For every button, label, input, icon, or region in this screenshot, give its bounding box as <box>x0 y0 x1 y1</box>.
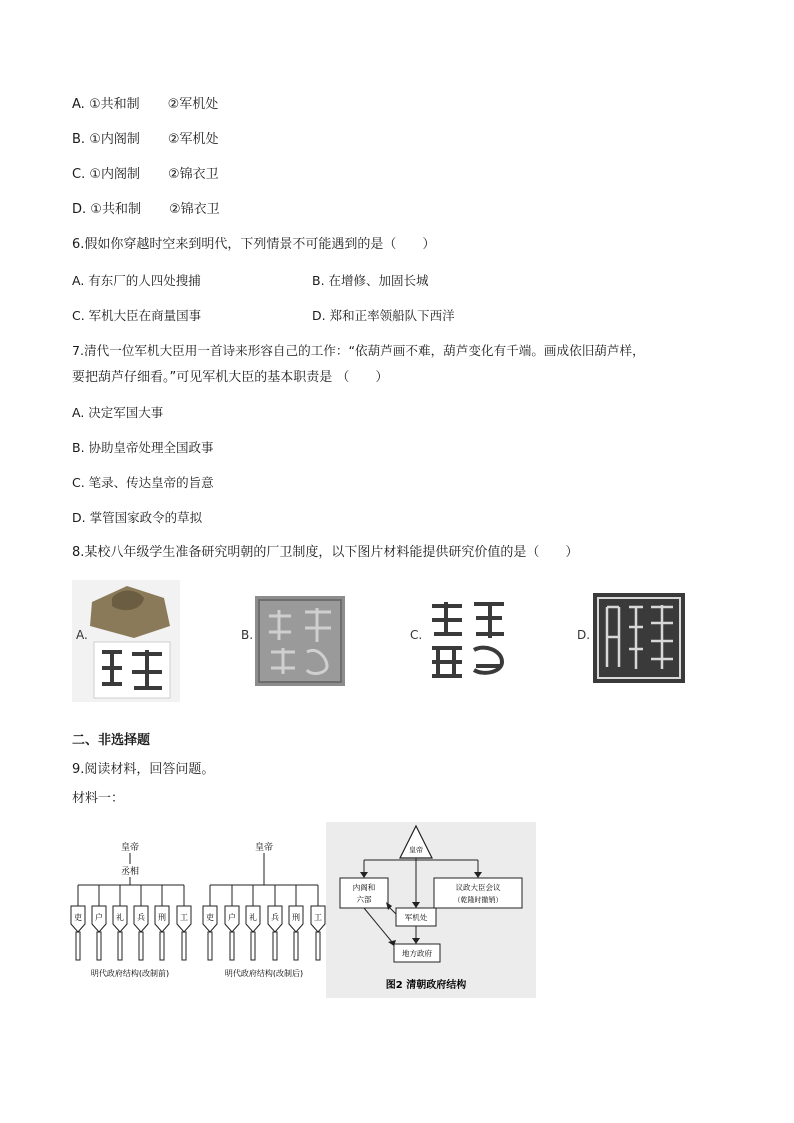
seal-label-c: C. <box>410 628 423 642</box>
svg-text:刑: 刑 <box>292 913 300 922</box>
diagram-qing <box>326 822 536 998</box>
svg-text:六部: 六部 <box>356 895 372 904</box>
fig2-post-2 <box>246 885 260 960</box>
svg-text:户: 户 <box>228 913 236 922</box>
section-title: 二、非选择题 <box>72 733 151 748</box>
q5-option-d: D. ①共和制 ②锦衣卫 <box>72 202 220 217</box>
fig2-post-3 <box>268 885 282 960</box>
svg-text:军机处: 军机处 <box>404 913 428 922</box>
svg-text:户: 户 <box>95 913 103 922</box>
q6-option-c: C. 军机大臣在商量国事 <box>72 308 202 323</box>
q8-stem: 8.某校八年级学生准备研究明朝的厂卫制度，以下图片材料能提供研究价值的是（ ） <box>72 545 579 560</box>
diagram-ming-after <box>200 838 328 986</box>
svg-text:兵: 兵 <box>137 913 145 922</box>
fig1-post-4 <box>155 885 169 960</box>
q9-material-label: 材料一： <box>72 791 125 806</box>
fig2-post-0 <box>203 885 217 960</box>
fig2-post-4 <box>289 885 303 960</box>
q9-stem: 9.阅读材料，回答问题。 <box>72 762 215 777</box>
svg-text:礼: 礼 <box>249 913 257 922</box>
svg-text:吏: 吏 <box>74 913 82 922</box>
fig1-post-0 <box>71 885 85 960</box>
fig2-caption: 明代政府结构(改制后) <box>224 969 304 978</box>
q5-option-c: C. ①内阁制 ②锦衣卫 <box>72 167 219 182</box>
seal-image-d <box>593 593 685 683</box>
seal-image-a <box>72 580 180 702</box>
svg-text:吏: 吏 <box>206 913 214 922</box>
svg-text:地方政府: 地方政府 <box>402 949 432 958</box>
q7-option-a: A. 决定军国大事 <box>72 405 164 420</box>
fig1-caption: 明代政府结构(改制前) <box>90 969 170 978</box>
q6-option-a: A. 有东厂的人四处搜捕 <box>72 273 201 288</box>
svg-text:议政大臣会议: 议政大臣会议 <box>455 883 501 892</box>
fig2-post-1 <box>225 885 239 960</box>
q7-option-d: D. 掌管国家政令的草拟 <box>72 510 203 525</box>
q7-option-c: C. 笔录、传达皇帝的旨意 <box>72 475 214 490</box>
fig1-post-5 <box>177 885 191 960</box>
svg-text:刑: 刑 <box>158 913 166 922</box>
fig1-post-3 <box>134 885 148 960</box>
fig1-post-2 <box>113 885 127 960</box>
seal-image-b <box>255 596 345 686</box>
seal-label-a: A. <box>76 628 88 642</box>
svg-text:工: 工 <box>314 913 322 922</box>
fig1-post-1 <box>92 885 106 960</box>
seal-label-d: D. <box>577 628 591 642</box>
qing-emperor-label: 皇帝 <box>409 846 423 854</box>
q6-option-d: D. 郑和正率领船队下西洋 <box>312 308 455 323</box>
q5-option-a: A. ①共和制 ②军机处 <box>72 97 219 112</box>
qing-caption: 图2 清朝政府结构 <box>385 980 467 991</box>
q6-stem: 6.假如你穿越时空来到明代，下列情景不可能遇到的是（ ） <box>72 237 436 252</box>
svg-text:（乾隆时撤销）: （乾隆时撤销） <box>453 896 503 904</box>
q5-option-b: B. ①内阁制 ②军机处 <box>72 132 219 147</box>
fig1-top2: 丞相 <box>120 867 140 877</box>
svg-text:工: 工 <box>180 913 188 922</box>
fig2-top: 皇帝 <box>254 843 274 853</box>
q6-option-b: B. 在增修、加固长城 <box>312 273 429 288</box>
q7-stem-line2: 要把葫芦仔细看。”可见军机大臣的基本职责是 （ ） <box>72 370 389 385</box>
q7-stem-line1: 7.清代一位军机大臣用一首诗来形容自己的工作：“依葫芦画不难，葫芦变化有千端。画成依旧葫芦样， <box>72 343 645 358</box>
svg-text:内阁和: 内阁和 <box>352 883 376 892</box>
seal-image-c <box>424 596 512 684</box>
fig1-top1: 皇帝 <box>120 843 140 853</box>
fig2-post-5 <box>311 885 325 960</box>
svg-text:礼: 礼 <box>116 913 124 922</box>
q7-option-b: B. 协助皇帝处理全国政事 <box>72 440 214 455</box>
diagram-ming-before <box>68 838 196 986</box>
seal-label-b: B. <box>241 628 254 642</box>
svg-text:兵: 兵 <box>271 913 279 922</box>
